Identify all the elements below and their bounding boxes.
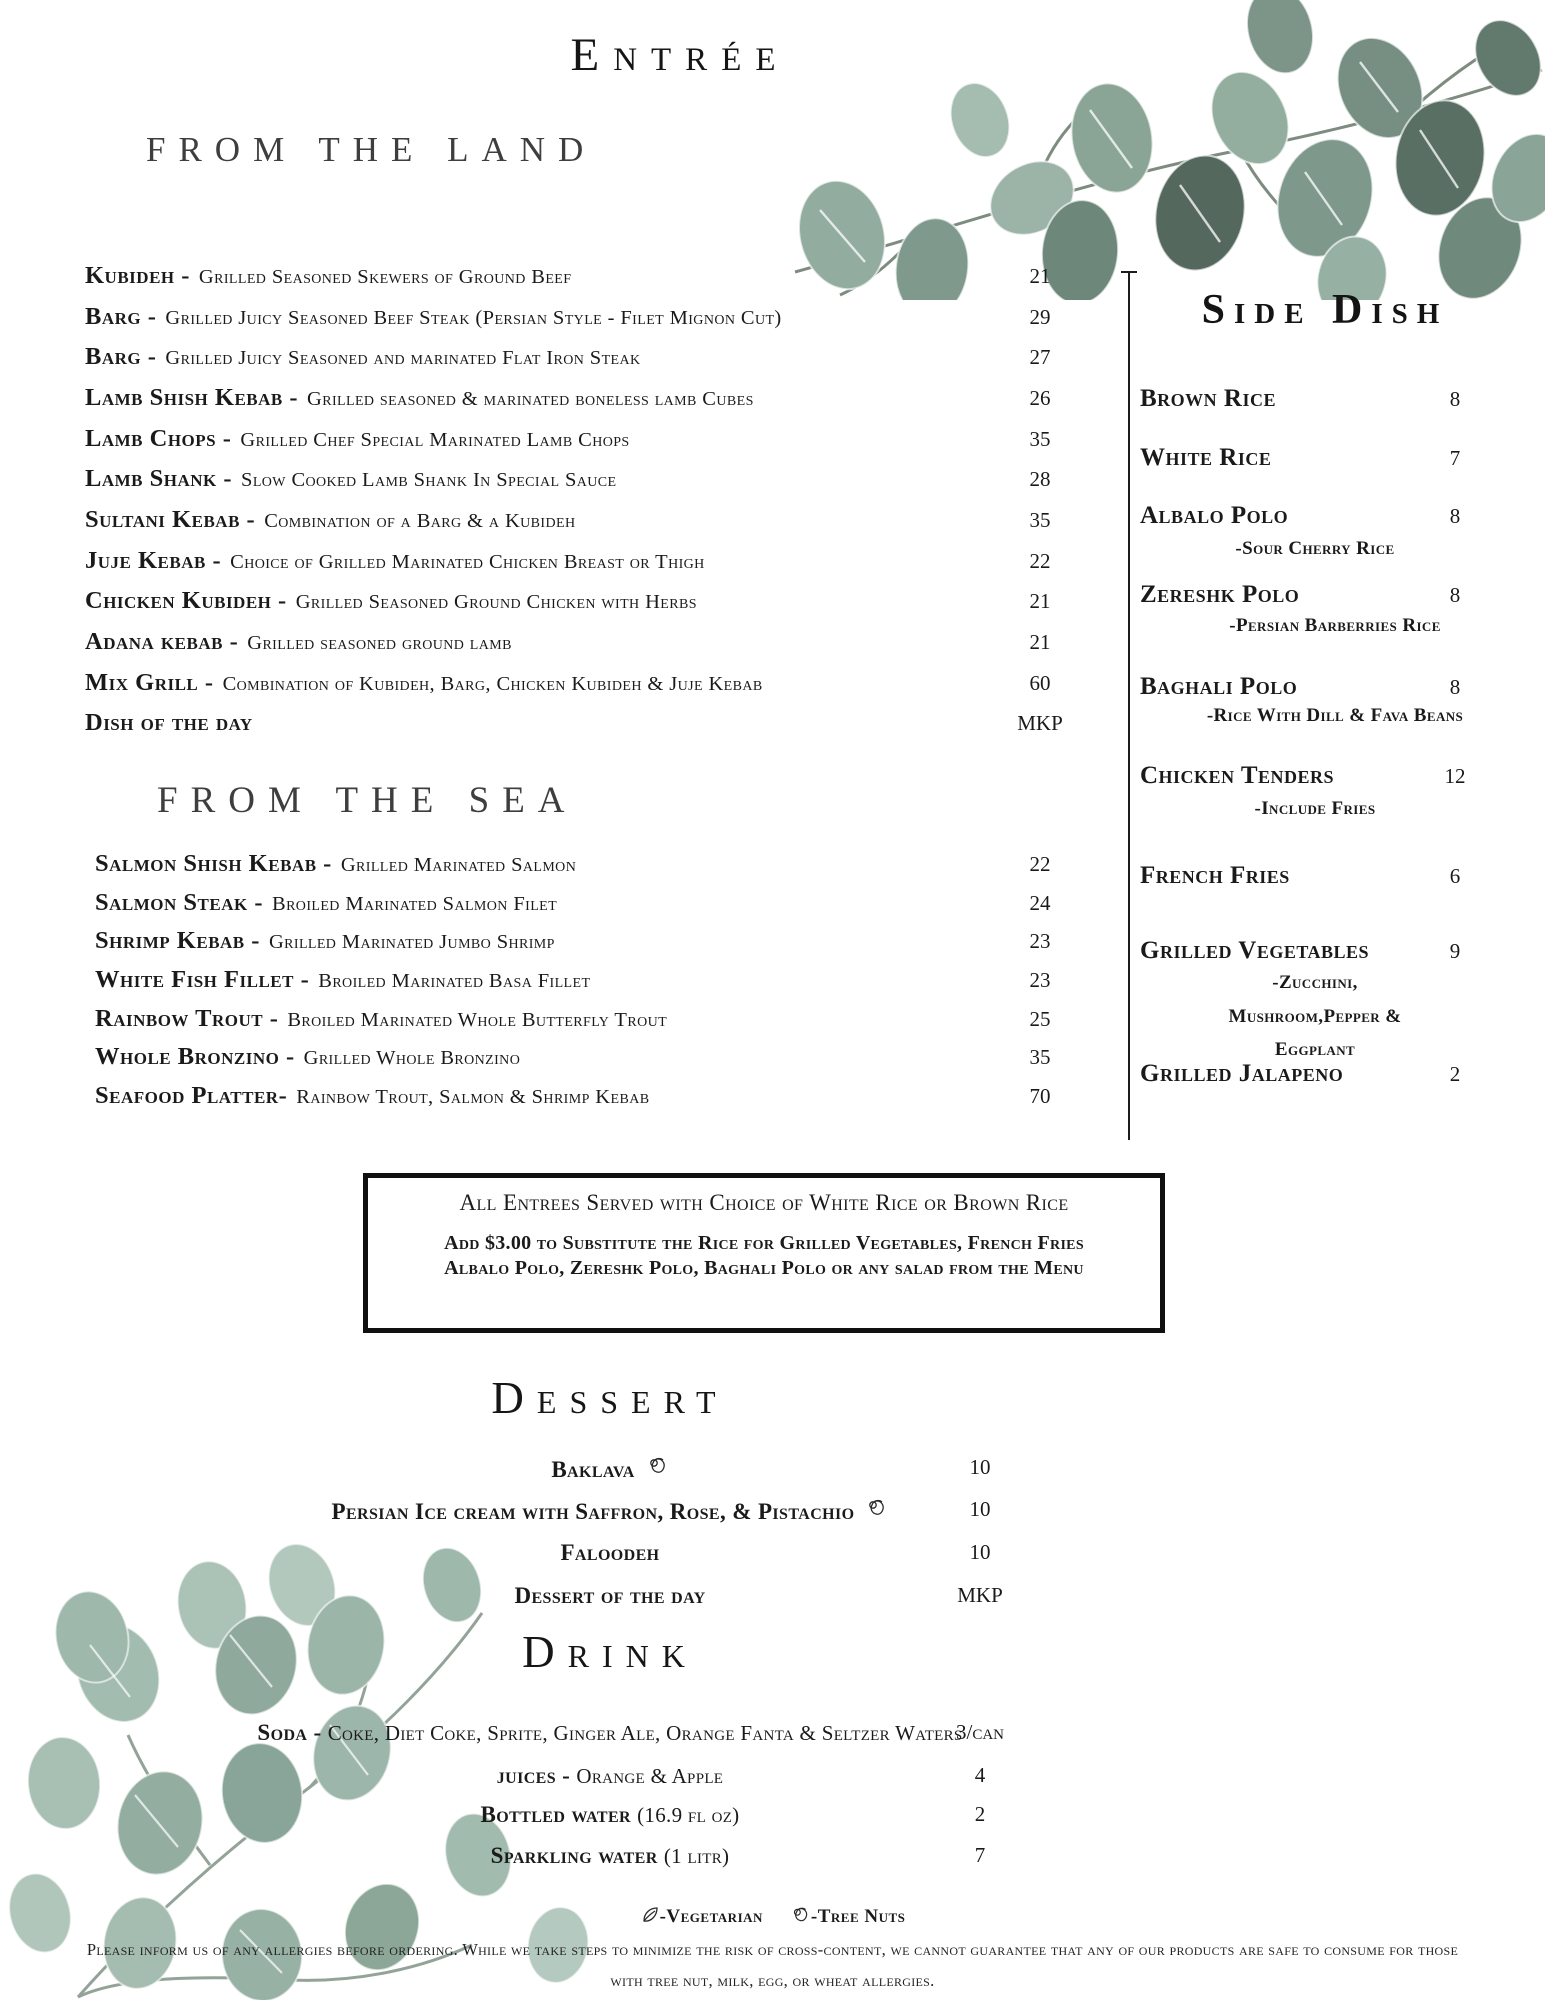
- item-price: 24: [1029, 890, 1051, 915]
- note-line: All Entrees Served with Choice of White Rice or Brown Rice: [459, 1190, 1069, 1215]
- vegetarian-leaf-icon: [640, 1905, 660, 1931]
- item-description: Grilled Marinated Salmon: [340, 854, 577, 876]
- drink-item-row: [0, 1720, 1220, 1756]
- side-item-subtext: -Zucchini,: [1272, 972, 1358, 993]
- item-description: Grilled seasoned ground lamb: [247, 631, 512, 654]
- item-description: Grilled Chef Special Marinated Lamb Chops: [240, 428, 630, 451]
- item-name: Lamb Shank -: [85, 465, 233, 493]
- item-description: Orange & Apple: [576, 1764, 724, 1788]
- item-price: 21: [1029, 264, 1051, 288]
- item-name: Lamb Chops -: [85, 424, 232, 452]
- item-price: 3/can: [955, 1720, 1004, 1744]
- item-name: Bottled water: [480, 1802, 631, 1827]
- item-price: 27: [1029, 345, 1051, 370]
- menu-item-row: [95, 966, 1075, 1005]
- note-line: Albalo Polo, Zereshk Polo, Baghali Polo or any salad from the Menu: [444, 1257, 1084, 1279]
- item-price: 28: [1029, 467, 1051, 492]
- tree-nuts-icon: [866, 1497, 888, 1525]
- item-name: White Rice: [1140, 444, 1272, 471]
- section-heading-side-dish: Side Dish: [1201, 287, 1449, 333]
- item-price: 6: [1449, 864, 1461, 888]
- side-item-subtext: -Sour Cherry Rice: [1235, 538, 1395, 559]
- allergen-legend: [0, 1905, 1545, 1931]
- item-name: Grilled Jalapeno: [1140, 1060, 1344, 1087]
- item-name: Seafood Platter-: [95, 1082, 288, 1110]
- menu-item-row: [95, 889, 1075, 928]
- menu-item-row: [85, 587, 1075, 628]
- item-price: 2: [1449, 1062, 1461, 1086]
- side-item-row: [1140, 581, 1490, 609]
- menu-item-row: [85, 262, 1075, 303]
- menu-item-row: [95, 927, 1075, 966]
- menu-item-row: [85, 343, 1075, 384]
- item-description: Grilled Seasoned Ground Chicken with Herbs: [295, 591, 697, 614]
- side-item-row: [1140, 1060, 1490, 1088]
- item-name: Barg -: [85, 343, 157, 371]
- item-name: Kubideh -: [85, 262, 190, 289]
- section-heading-from-the-land: FROM THE LAND: [146, 130, 597, 169]
- side-item-row: [1140, 673, 1490, 701]
- allergy-disclaimer-line1: Please inform us of any allergies before ordering. While we take steps to minimize the risk of cross-content, we cannot guarantee that any of our products are safe to consume for those: [86, 1940, 1459, 1959]
- item-price: 10: [969, 1497, 991, 1521]
- item-price: 70: [1029, 1084, 1051, 1109]
- side-item-subtext: -Rice With Dill & Fava Beans: [1206, 705, 1464, 726]
- side-item-subtext: -Persian Barberries Rice: [1229, 615, 1441, 636]
- menu-item-row: [85, 384, 1075, 425]
- section-heading-from-the-sea: FROM THE SEA: [157, 780, 578, 821]
- menu-item-row: [95, 1005, 1075, 1044]
- item-name: Faloodeh: [560, 1540, 660, 1565]
- item-description: Broiled Marinated Basa Fillet: [318, 970, 591, 993]
- item-price: 7: [1449, 446, 1461, 470]
- menu-item-row: [85, 303, 1075, 344]
- allergy-disclaimer-line2: with tree nut, milk, egg, or wheat allergies.: [610, 1971, 935, 1990]
- tree-nuts-icon: [791, 1905, 811, 1931]
- item-name: Whole Bronzino -: [95, 1043, 295, 1071]
- item-name: Brown Rice: [1140, 385, 1276, 412]
- item-description: Coke, Diet Coke, Sprite, Ginger Ale, Orange Fanta & Seltzer Waters: [327, 1721, 963, 1745]
- section-heading-drink: Drink: [522, 1627, 698, 1677]
- menu-item-row: [95, 1043, 1075, 1082]
- side-item-row: [1140, 762, 1490, 790]
- legend-label: -Tree Nuts: [810, 1906, 906, 1927]
- item-description: Grilled Whole Bronzino: [303, 1047, 521, 1070]
- legend-label: -Vegetarian: [659, 1906, 763, 1927]
- item-description: Rainbow Trout, Salmon & Shrimp Kebab: [296, 1086, 650, 1109]
- item-description: Grilled Seasoned Skewers of Ground Beef: [198, 266, 572, 288]
- item-price: 8: [1449, 583, 1461, 607]
- item-price: MKP: [1017, 711, 1063, 736]
- item-name: Baklava: [551, 1457, 635, 1482]
- item-price: 21: [1029, 589, 1051, 614]
- item-price: 8: [1449, 504, 1461, 528]
- item-price: 8: [1449, 387, 1461, 411]
- menu-item-row: [85, 506, 1075, 547]
- dessert-item-row: [0, 1540, 1220, 1576]
- side-item-row: [1140, 444, 1490, 472]
- item-price: 7: [974, 1843, 986, 1867]
- from-the-sea-list: [95, 850, 1075, 1121]
- item-price: 2: [974, 1802, 986, 1826]
- item-name: Adana kebab -: [85, 627, 239, 655]
- item-name: Rainbow Trout -: [95, 1004, 279, 1032]
- item-name: Dessert of the day: [514, 1583, 706, 1608]
- drink-item-row: [0, 1763, 1220, 1799]
- item-name: Chicken Kubideh -: [85, 587, 287, 615]
- item-price: 25: [1029, 1006, 1051, 1031]
- item-name: juices -: [496, 1763, 571, 1788]
- item-description: (1 litr): [663, 1844, 730, 1868]
- item-name: Shrimp Kebab -: [95, 927, 260, 955]
- item-description: Slow Cooked Lamb Shank In Special Sauce: [241, 469, 617, 492]
- drink-item-row: [0, 1843, 1220, 1879]
- item-price: 35: [1029, 1045, 1051, 1070]
- item-name: White Fish Fillet -: [95, 966, 310, 994]
- menu-item-row: [85, 709, 1075, 750]
- item-price: 10: [969, 1540, 991, 1564]
- item-description: Combination of a Barg & a Kubideh: [264, 509, 576, 532]
- item-description: Grilled Juicy Seasoned Beef Steak (Persian Style - Filet Mignon Cut): [165, 306, 782, 329]
- item-name: Chicken Tenders: [1140, 762, 1335, 789]
- item-price: 35: [1029, 426, 1051, 451]
- item-price: 22: [1029, 852, 1051, 876]
- menu-item-row: [85, 547, 1075, 588]
- item-name: Persian Ice cream with Saffron, Rose, & Pistachio: [331, 1499, 855, 1524]
- side-item-row: [1140, 862, 1490, 890]
- item-description: Grilled Juicy Seasoned and marinated Flat Iron Steak: [165, 347, 641, 370]
- item-name: Lamb Shish Kebab -: [85, 383, 299, 411]
- item-price: 10: [969, 1455, 991, 1479]
- item-name: Juje Kebab -: [85, 546, 222, 574]
- item-price: 23: [1029, 968, 1051, 993]
- entree-note-box: [363, 1173, 1165, 1333]
- item-price: 12: [1444, 764, 1466, 788]
- item-price: 21: [1029, 629, 1051, 654]
- item-price: 23: [1029, 929, 1051, 954]
- side-item-row: [1140, 937, 1490, 965]
- from-the-land-list: [85, 262, 1075, 750]
- item-description: Grilled Marinated Jumbo Shrimp: [268, 931, 555, 954]
- item-name: Sultani Kebab -: [85, 505, 256, 533]
- dessert-item-row: [0, 1497, 1220, 1533]
- item-description: Broiled Marinated Salmon Filet: [272, 892, 558, 915]
- item-description: Choice of Grilled Marinated Chicken Breast or Thigh: [230, 550, 705, 573]
- side-item-subtext: Eggplant: [1274, 1039, 1356, 1060]
- tree-nuts-icon: [647, 1455, 669, 1483]
- menu-item-row: [85, 465, 1075, 506]
- item-price: 29: [1029, 304, 1051, 329]
- item-name: Barg -: [85, 302, 157, 330]
- item-description: Grilled seasoned & marinated boneless lamb Cubes: [307, 387, 754, 410]
- item-price: 22: [1029, 548, 1051, 573]
- item-price: 60: [1029, 670, 1051, 695]
- item-price: 35: [1029, 507, 1051, 532]
- section-heading-dessert: Dessert: [491, 1373, 729, 1423]
- vertical-divider-cap: [1121, 271, 1137, 273]
- item-name: Zereshk Polo: [1140, 581, 1300, 608]
- item-description: (16.9 fl oz): [637, 1803, 740, 1827]
- item-name: Salmon Steak -: [95, 888, 263, 916]
- item-name: Dish of the day: [85, 709, 253, 737]
- menu-item-row: [85, 425, 1075, 466]
- item-price: 8: [1449, 675, 1461, 699]
- vertical-divider: [1128, 272, 1130, 1140]
- item-name: Grilled Vegetables: [1140, 937, 1370, 964]
- side-item-row: [1140, 502, 1490, 530]
- menu-item-row: [95, 1082, 1075, 1121]
- note-line: Add $3.00 to Substitute the Rice for Grilled Vegetables, French Fries: [444, 1232, 1084, 1254]
- item-price: 9: [1449, 939, 1461, 963]
- item-price: 26: [1029, 385, 1051, 410]
- side-item-row: [1140, 385, 1490, 413]
- side-item-subtext: Mushroom,Pepper &: [1228, 1006, 1402, 1027]
- item-name: Mix Grill -: [85, 668, 214, 696]
- side-item-subtext: -Include Fries: [1254, 798, 1376, 819]
- dessert-item-row: [0, 1455, 1220, 1491]
- menu-item-row: [85, 628, 1075, 669]
- item-name: Baghali Polo: [1140, 673, 1298, 700]
- item-price: MKP: [957, 1583, 1003, 1607]
- dessert-item-row: [0, 1583, 1220, 1619]
- menu-item-row: [95, 850, 1075, 889]
- page-title: Entrée: [570, 29, 790, 81]
- menu-item-row: [85, 669, 1075, 710]
- item-name: Soda -: [257, 1720, 322, 1745]
- item-name: Salmon Shish Kebab -: [95, 850, 332, 877]
- item-description: Combination of Kubideh, Barg, Chicken Kubideh & Juje Kebab: [222, 672, 763, 695]
- item-description: Broiled Marinated Whole Butterfly Trout: [287, 1008, 668, 1031]
- item-price: 4: [974, 1763, 986, 1787]
- drink-item-row: [0, 1802, 1220, 1838]
- item-name: Albalo Polo: [1140, 502, 1289, 529]
- item-name: French Fries: [1140, 862, 1290, 889]
- item-name: Sparkling water: [490, 1843, 658, 1868]
